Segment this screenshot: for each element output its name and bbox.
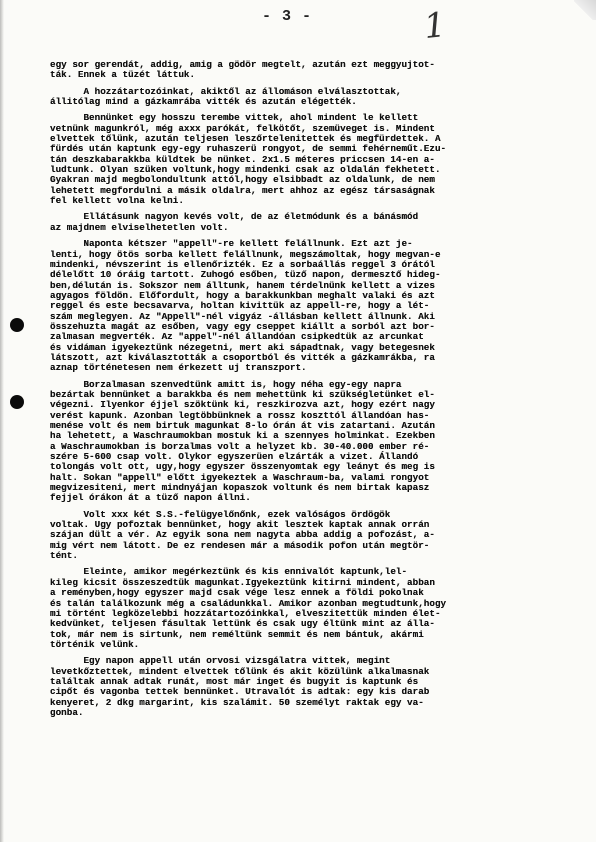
text-line: levetkőztettek, mindent elvettek tőlünk és akit közülünk alkalmasnak bbox=[50, 665, 430, 677]
paragraph bbox=[50, 656, 590, 718]
text-line: és vidáman igyekeztünk nézegetni, mert aki sápadtnak, vagy betegesnek bbox=[50, 341, 435, 353]
text-line: mindenki, névszerint is ellenőrizték. Ez a sorbaállás reggel 3 órától bbox=[50, 258, 435, 270]
text-line: ludtunk. Olyan szüken voltunk,hogy mindenki csak az oldalán fekhetett. bbox=[50, 164, 441, 176]
text-line: cipőt és vagonba tettek bennünket. Utravalót is adtak: egy kis darab bbox=[50, 686, 430, 698]
text-line: kenyeret, 2 dkg margarint, kis szalámit. 50 személyt raktak egy va- bbox=[50, 696, 424, 708]
text-line: bezártak bennünket a barakkba és nem mehettünk ki szükségletünket el- bbox=[50, 388, 435, 400]
text-line: verést kapunk. Azonban legtöbbünknek a rossz koszttól állandóan has- bbox=[50, 409, 430, 421]
paragraph bbox=[50, 212, 590, 233]
text-line: ha lehetett, a Waschraumokban mostuk ki a szennyes holminkat. Ezekben bbox=[50, 430, 435, 442]
text-line: Eleinte, amikor megérkeztünk és kis ennivalót kaptunk,lel- bbox=[50, 566, 408, 578]
punch-hole-bottom bbox=[10, 395, 24, 409]
text-line: voltak. Ugy pofoztak bennünket, hogy akit lesztek kaptak annak orrán bbox=[50, 519, 430, 531]
typed-text-body bbox=[50, 60, 590, 718]
text-line: lehetett megfordulni a másik oldalra, mert ahhoz az egész társaságnak bbox=[50, 184, 435, 196]
text-line: találtak annak adtak runát, most már inget és bugyit is kaptunk és bbox=[50, 675, 419, 687]
paragraph bbox=[50, 567, 590, 650]
text-line: fürdés után kaptunk egy-egy ruhaszerü rongyot, de semmi fehérneműt.Ezu- bbox=[50, 143, 447, 155]
text-line: zalmasan megverték. Az "appel"-nél állandóan csipkedtük az arcunkat bbox=[50, 331, 424, 343]
text-line: menése volt és nem birtuk magunkat 8-lo órán át vis zatartani. Azután bbox=[50, 420, 435, 431]
text-line: Naponta kétszer "appell"-re kellett felállnunk. Ezt azt je- bbox=[50, 238, 413, 250]
paragraph bbox=[50, 87, 590, 108]
text-line: a reményben,hogy egyszer majd csak vége lesz ennek a földi pokolnak bbox=[50, 587, 424, 599]
text-line: szére 5-600 csap volt. Olykor egyszerüen elzárták a vizet. Állandó bbox=[50, 451, 419, 463]
punch-hole-top bbox=[10, 318, 24, 332]
text-line: agyagos földön. Előfordult, hogy a barakkunkban meghalt valaki és azt bbox=[50, 289, 435, 301]
text-line: kileg kicsit összeszedtük magunkat.Igyekeztünk kitirni mindent, abban bbox=[50, 576, 435, 588]
text-line: az majdnem elviselhetetlen volt. bbox=[50, 221, 229, 233]
text-line: összehuzta magát az esőben, vagy egy cseppet kiállt a sorból azt bor- bbox=[50, 320, 435, 332]
paragraph bbox=[50, 510, 590, 562]
text-line: Bennünket egy hosszu terembe vittek, ahol mindent le kellett bbox=[50, 112, 419, 124]
text-line: állitólag mind a gázkamrába vitték és azután elégették. bbox=[50, 96, 357, 108]
text-line: ben,délután is. Sokszor nem álltunk, hanem térdelnünk kellett a vizes bbox=[50, 279, 435, 291]
text-line: tok, már nem is sirtunk, nem reméltünk semmit és nem bántuk, akármi bbox=[50, 628, 424, 640]
text-line: tán deszkabarakkba küldtek be nünket. 2x1.5 méteres priccsen 14-en a- bbox=[50, 153, 435, 165]
text-line: elvettek tőlünk, azután teljesen leszőrtelenitettek és megfürdettek. A bbox=[50, 133, 441, 145]
paragraph bbox=[50, 380, 590, 504]
text-line: lenti, hogy ötös sorba kellett felállnunk, megszámoltak, hogy megvan-e bbox=[50, 248, 441, 260]
text-line: ták. Ennek a tüzét láttuk. bbox=[50, 69, 196, 81]
text-line: fejjel órákon át a tüző napon állni. bbox=[50, 492, 251, 504]
text-line: megvizesiteni, mert mindnyájan kopaszok voltunk és nem birtak kapasz bbox=[50, 482, 430, 494]
text-line: A hozzátartozóinkat, akiktől az állomáson elválasztottak, bbox=[50, 85, 402, 97]
text-line: mig vért nem látott. De ez rendesen már a második pofon után megtör- bbox=[50, 539, 430, 551]
text-line: szájan dült a vér. Az egyik sona nem nagyta abba addig a pofozást, a- bbox=[50, 529, 435, 541]
text-line: Volt xxx két S.S.-felügyelőnőnk, ezek valóságos ördögök bbox=[50, 508, 391, 520]
page-edge-shadow bbox=[0, 0, 4, 842]
text-line: és talán találkozunk még a családunkkal. Amikor azonban megtudtunk,hogy bbox=[50, 597, 447, 609]
text-line: végezni. Ilyenkor éjjel szöktünk ki, reszkirozva azt, hogy ezért nagy bbox=[50, 399, 435, 411]
paragraph bbox=[50, 113, 590, 206]
text-line: Ellátásunk nagyon kevés volt, de az életmódunk és a bánásmód bbox=[50, 211, 419, 223]
page-corner-fold bbox=[574, 0, 596, 20]
text-line: Borzalmasan szenvedtünk amitt is, hogy néha egy-egy napra bbox=[50, 378, 402, 390]
text-line: fel kellett volna kelni. bbox=[50, 195, 184, 207]
text-line: tolongás volt ott, ugy,hogy egyszer összenyomtak egy leányt és meg is bbox=[50, 461, 435, 473]
text-line: reggel és este becsavarva, holtan kivittük az appell-re, hogy a lét- bbox=[50, 300, 430, 312]
text-line: aznap történetesen nem érkezett uj transzport. bbox=[50, 362, 307, 374]
text-line: halt. Sokan "appell" előtt igyekeztek a Waschraum-ba, valami rongyot bbox=[50, 471, 430, 483]
text-line: a Waschraumokban is borzalmas volt a helyzet kb. 30-40.000 ember ré- bbox=[50, 440, 430, 452]
paragraph bbox=[50, 60, 590, 81]
text-line: szám meglegyen. Az "Appell"-nél vigyáz -állásban kellett állnunk. Aki bbox=[50, 310, 435, 322]
text-line: látszott, azt kiválasztották a csoportból és vitték a gázkamrákba, ra bbox=[50, 351, 435, 363]
text-line: gonba. bbox=[50, 706, 84, 718]
text-line: délelőtt 10 óráig tartott. Zuhogó esőben, tüző napon, dermesztő hideg- bbox=[50, 269, 441, 281]
paragraph bbox=[50, 239, 590, 373]
text-line: Egy napon appell után orvosi vizsgálatra vittek, megint bbox=[50, 655, 391, 667]
handwritten-page-mark: 1 bbox=[421, 4, 448, 48]
text-line: kedvünket, teljesen fásultak lettünk és csak ugy éltünk mint az álla- bbox=[50, 618, 435, 630]
page-number: - 3 - bbox=[262, 8, 313, 25]
text-line: Gyakran majd megbolondultunk attól,hogy elsibbadt az oldalunk, de nem bbox=[50, 174, 435, 186]
text-line: vetnünk magunkról, még axxx parókát, felkötőt, szemüveget is. Mindent bbox=[50, 122, 435, 134]
text-line: történik velünk. bbox=[50, 638, 140, 650]
text-line: egy sor gerendát, addig, amig a gödör megtelt, azután ezt meggyujtot- bbox=[50, 59, 435, 70]
text-line: tént. bbox=[50, 550, 78, 562]
text-line: mi történt legközelebbi hozzátartozóinkkal, elveszitettük minden élet- bbox=[50, 607, 441, 619]
